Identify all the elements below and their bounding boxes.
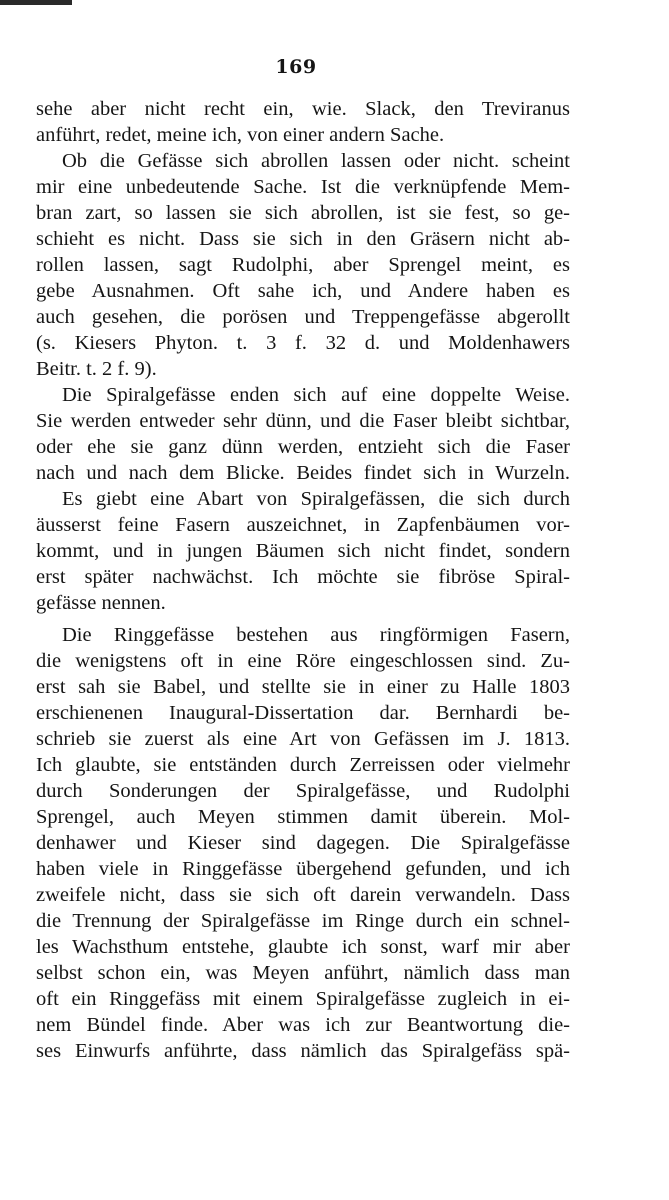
text-line: die wenigstens oft in eine Röre eingeschlossen sind. Zu- bbox=[36, 650, 570, 672]
text-line: rollen lassen, sagt Rudolphi, aber Sprengel meint, es bbox=[36, 254, 570, 276]
text-line: ses Einwurfs anführte, dass nämlich das Spiralgefäss spä- bbox=[36, 1040, 570, 1062]
text-line: äusserst feine Fasern auszeichnet, in Zapfenbäumen vor- bbox=[36, 514, 570, 536]
text-line: Es giebt eine Abart von Spiralgefässen, die sich durch bbox=[62, 488, 570, 510]
text-line: Sie werden entweder sehr dünn, und die Faser bleibt sichtbar, bbox=[36, 410, 570, 432]
text-line: erst später nachwächst. Ich möchte sie fibröse Spiral- bbox=[36, 566, 570, 588]
text-line: Die Spiralgefässe enden sich auf eine doppelte Weise. bbox=[62, 384, 570, 406]
text-line: (s. Kiesers Phyton. t. 3 f. 32 d. und Moldenhawers bbox=[36, 332, 570, 354]
text-line: auch gesehen, die porösen und Treppengefässe abgerollt bbox=[36, 306, 570, 328]
text-line: oder ehe sie ganz dünn werden, entzieht sich die Faser bbox=[36, 436, 570, 458]
text-line: schrieb sie zuerst als eine Art von Gefässen im J. 1813. bbox=[36, 728, 570, 750]
text-line: haben viele in Ringgefässe übergehend gefunden, und ich bbox=[36, 858, 570, 880]
text-line: nem Bündel finde. Aber was ich zur Beantwortung die- bbox=[36, 1014, 570, 1036]
text-line: bran zart, so lassen sie sich abrollen, ist sie fest, so ge- bbox=[36, 202, 570, 224]
text-line: sehe aber nicht recht ein, wie. Slack, den Treviranus bbox=[36, 98, 570, 120]
text-line: erschienenen Inaugural-Dissertation dar. Bernhardi be- bbox=[36, 702, 570, 724]
text-line: gebe Ausnahmen. Oft sahe ich, und Andere haben es bbox=[36, 280, 570, 302]
text-line: les Wachsthum entstehe, glaubte ich sonst, warf mir aber bbox=[36, 936, 570, 958]
text-line: oft ein Ringgefäss mit einem Spiralgefässe zugleich in ei- bbox=[36, 988, 570, 1010]
text-line: schieht es nicht. Dass sie sich in den Gräsern nicht ab- bbox=[36, 228, 570, 250]
text-line: mir eine unbedeutende Sache. Ist die verknüpfende Mem- bbox=[36, 176, 570, 198]
text-line: denhawer und Kieser sind dagegen. Die Spiralgefässe bbox=[36, 832, 570, 854]
text-line: Ob die Gefässe sich abrollen lassen oder nicht. scheint bbox=[62, 150, 570, 172]
text-line: erst sah sie Babel, und stellte sie in einer zu Halle 1803 bbox=[36, 676, 570, 698]
text-line: die Trennung der Spiralgefässe im Ringe durch ein schnel- bbox=[36, 910, 570, 932]
text-line: Ich glaubte, sie entständen durch Zerreissen oder vielmehr bbox=[36, 754, 570, 776]
text-line: Die Ringgefässe bestehen aus ringförmigen Fasern, bbox=[62, 624, 570, 646]
page-edge-rule bbox=[0, 0, 72, 5]
text-line: durch Sonderungen der Spiralgefässe, und Rudolphi bbox=[36, 780, 570, 802]
text-line: anführt, redet, meine ich, von einer andern Sache. bbox=[36, 124, 445, 146]
text-line: kommt, und in jungen Bäumen sich nicht findet, sondern bbox=[36, 540, 570, 562]
text-line: zweifele nicht, dass sie sich oft darein verwandeln. Dass bbox=[36, 884, 570, 906]
text-line: selbst schon ein, was Meyen anführt, nämlich dass man bbox=[36, 962, 570, 984]
page-number: 169 bbox=[275, 56, 317, 78]
text-line: Sprengel, auch Meyen stimmen damit überein. Mol- bbox=[36, 806, 570, 828]
text-line: nach und nach dem Blicke. Beides findet sich in Wurzeln. bbox=[36, 462, 570, 484]
text-line: gefässe nennen. bbox=[36, 592, 166, 614]
text-line: Beitr. t. 2 f. 9). bbox=[36, 358, 157, 380]
